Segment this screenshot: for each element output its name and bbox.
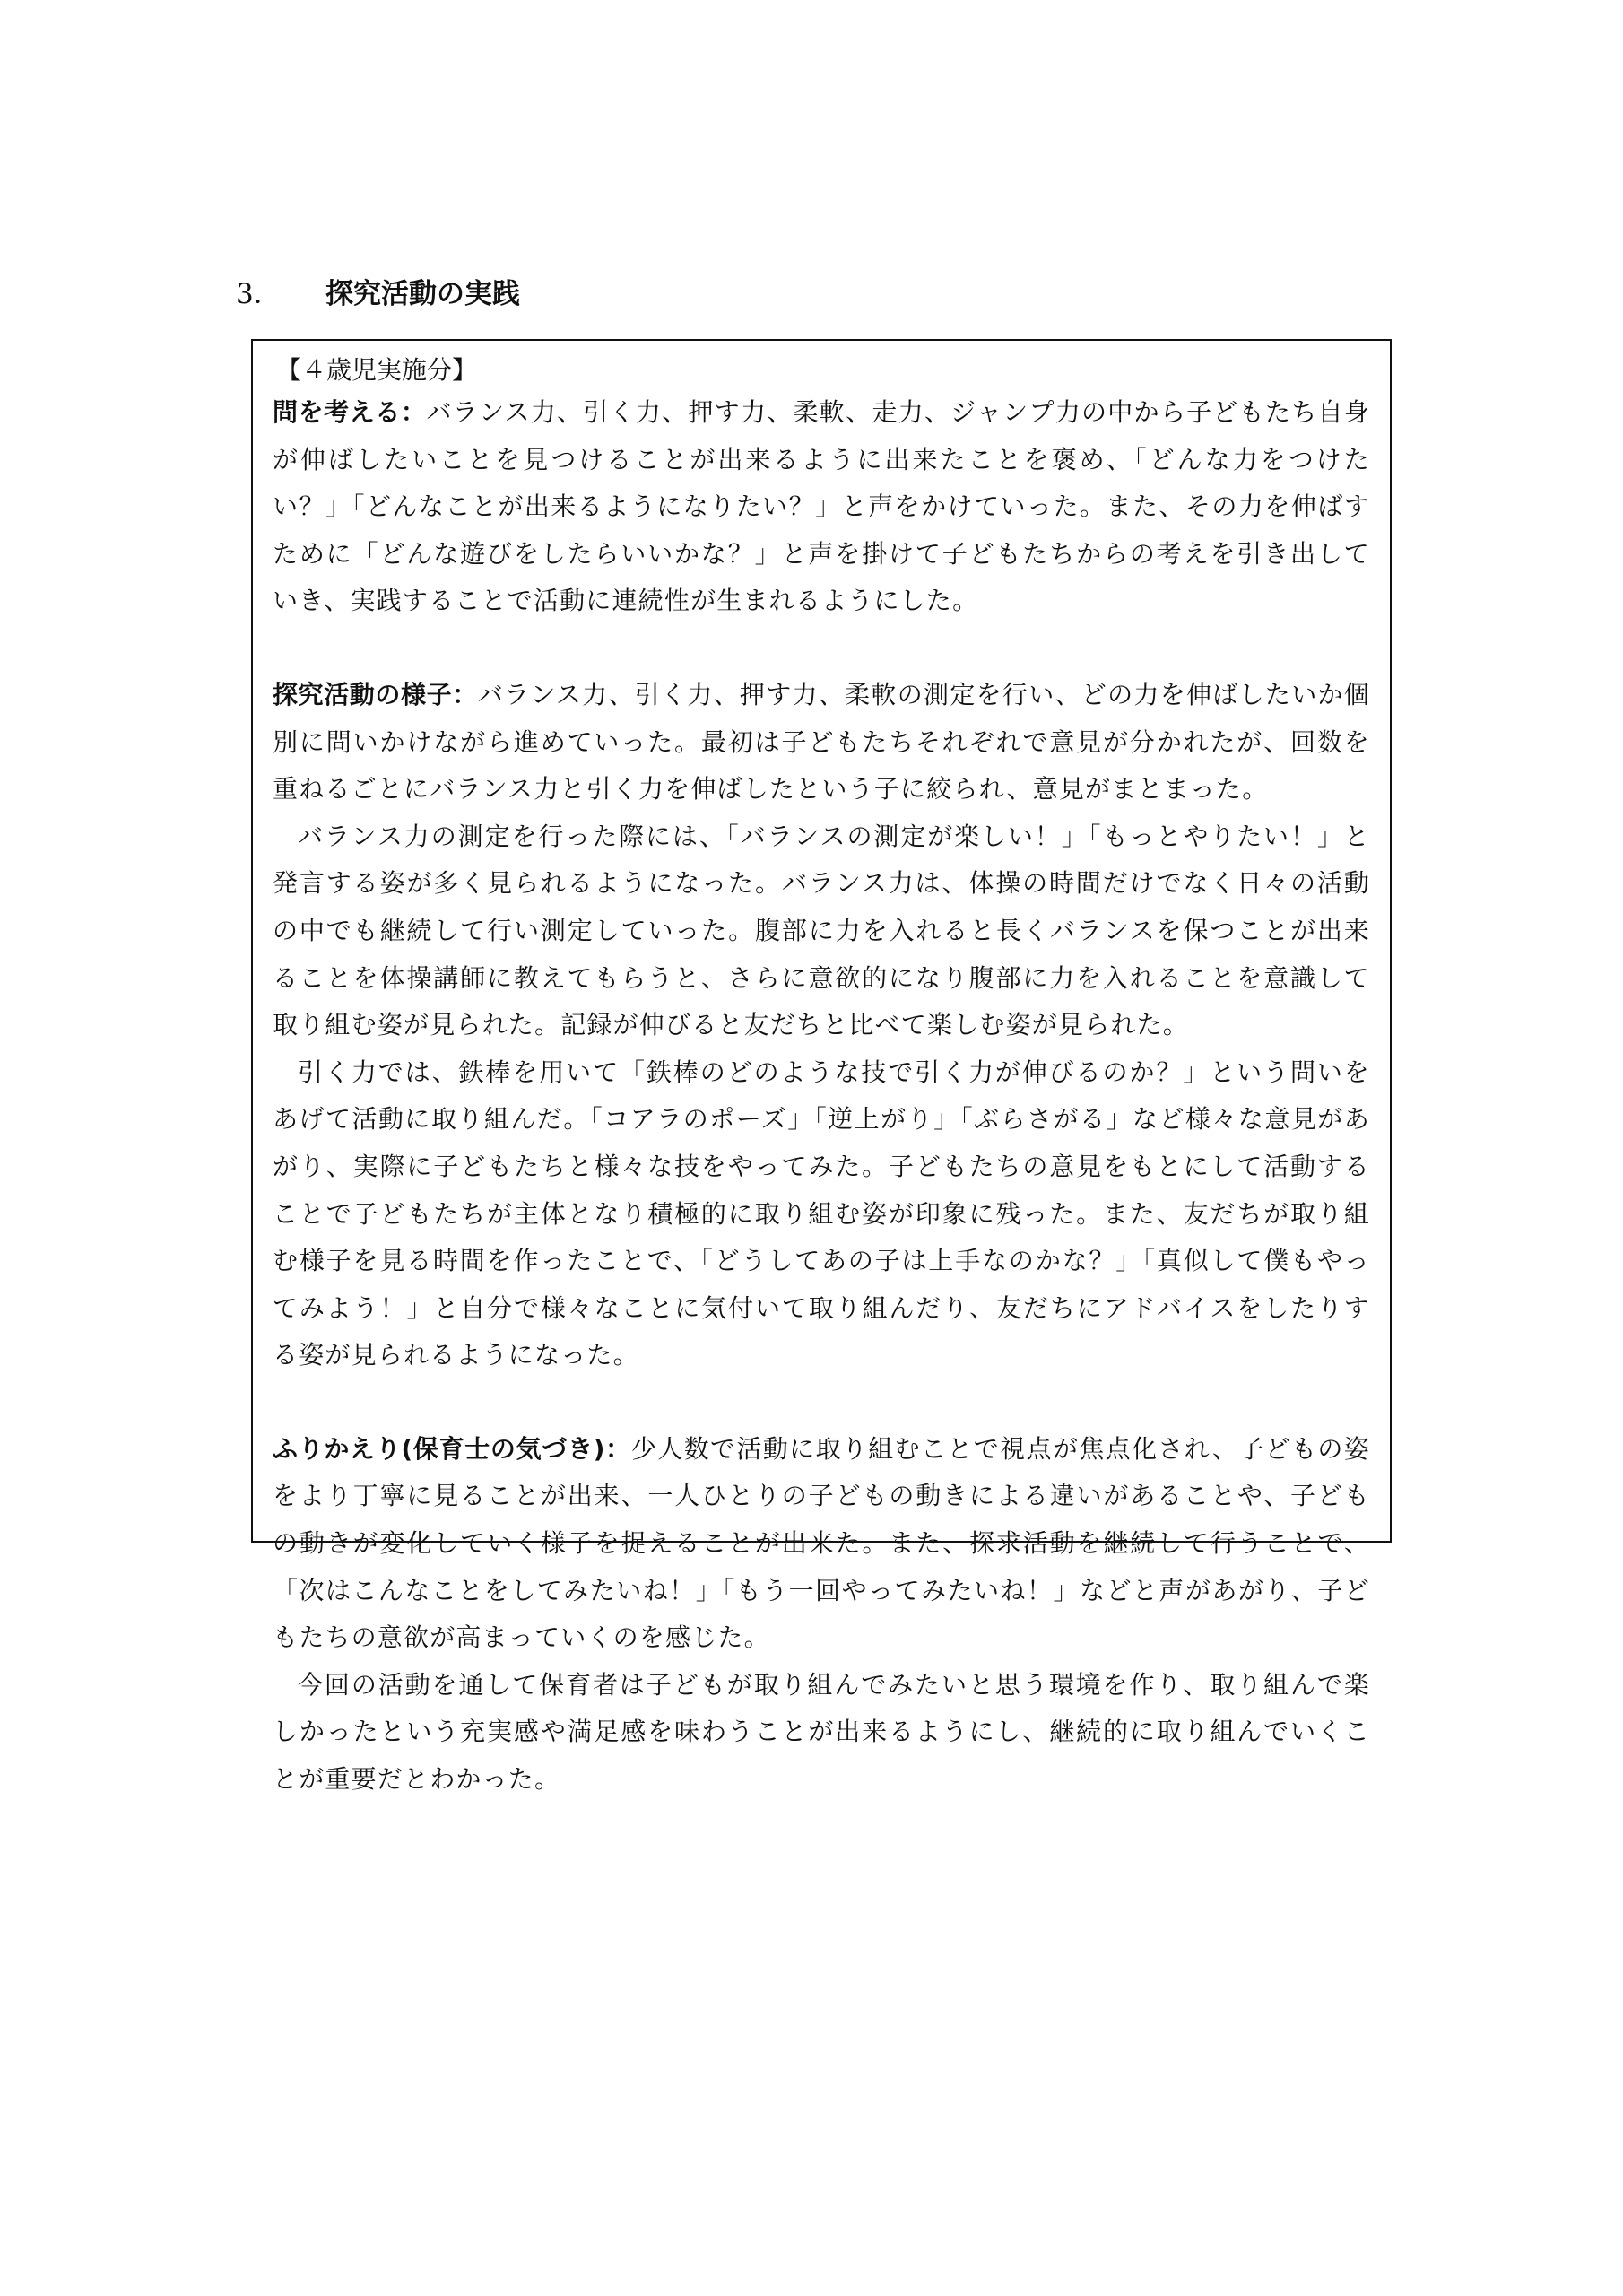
question-label: 問を考える： bbox=[273, 397, 427, 427]
reflection-paragraph bbox=[273, 1426, 1370, 1662]
activity-text: バランス力、引く力、押す力、柔軟の測定を行い、どの力を伸ばしたいか個別に問いかけながら進めていった。最初は子どもたちそれぞれで意見が分かれたが、回数を重ねるごとにバランス力と引く力を伸ばしたという子に絞られ、意見がまとまった。 bbox=[273, 679, 1370, 804]
section-title: 探究活動の実践 bbox=[325, 278, 520, 310]
spacer bbox=[273, 625, 1370, 672]
reflection-label: ふりかえり(保育士の気づき)： bbox=[273, 1433, 631, 1464]
conclusion-paragraph: 今回の活動を通して保育者は子どもが取り組んでみたいと思う環境を作り、取り組んで楽しかったという充実感や満足感を味わうことが出来るようにし、継続的に取り組んでいくことが重要だとわかった。 bbox=[273, 1669, 1370, 1795]
pulling-paragraph: 引く力では、鉄棒を用いて「鉄棒のどのような技で引く力が伸びるのか？」という問いをあげて活動に取り組んだ。「コアラのポーズ」「逆上がり」「ぶらさがる」など様々な意見があがり、実際に子どもたちと様々な技をやってみた。子どもたちの意見をもとにして活動することで子どもたちが主体となり積極的に取り組む姿が印象に残った。また、友だちが取り組む様子を見る時間を作ったことで、「どうしてあの子は上手なのかな？」「真似して僕もやってみよう！」と自分で様々なことに気付いて取り組んだり、友だちにアドバイスをしたりする姿が見られるようになった。 bbox=[273, 1057, 1370, 1370]
activity-paragraph bbox=[273, 672, 1370, 813]
balance-paragraph: バランス力の測定を行った際には、「バランスの測定が楽しい！」「もっとやりたい！」と発言する姿が多く見られるようになった。バランス力は、体操の時間だけでなく日々の活動の中でも継続して行い測定していった。腹部に力を入れると長くバランスを保つことが出来ることを体操講師に教えてもらうと、さらに意欲的になり腹部に力を入れることを意識して取り組む姿が見られた。記録が伸びると友だちと比べて楽しむ姿が見られた。 bbox=[273, 821, 1370, 1040]
reflection-text: 少人数で活動に取り組むことで視点が焦点化され、子どもの姿をより丁寧に見ることが出来、一人ひとりの子どもの動きによる違いがあることや、子どもの動きが変化していく様子を捉えることが出来た。また、探求活動を継続して行うことで、「次はこんなことをしてみたいね！」「もう一回やってみたいね！」などと声があがり、子どもたちの意欲が高まっていくのを感じた。 bbox=[273, 1433, 1370, 1653]
section-heading bbox=[236, 274, 520, 315]
box-title: 【４歳児実施分】 bbox=[276, 355, 478, 385]
spacer bbox=[273, 1379, 1370, 1426]
question-paragraph bbox=[273, 389, 1370, 625]
activity-label: 探究活動の様子： bbox=[273, 679, 478, 709]
section-number: 3． bbox=[236, 278, 282, 310]
content-box bbox=[251, 339, 1392, 1795]
question-text: バランス力、引く力、押す力、柔軟、走力、ジャンプ力の中から子どもたち自身が伸ばしたいことを見つけることが出来るように出来たことを褒め、「どんな力をつけたい？」「どんなことが出来るようになりたい？」と声をかけていった。また、その力を伸ばすために「どんな遊びをしたらいいかな？」と声を掛けて子どもたちからの考えを引き出していき、実践することで活動に連続性が生まれるようにした。 bbox=[273, 397, 1370, 616]
